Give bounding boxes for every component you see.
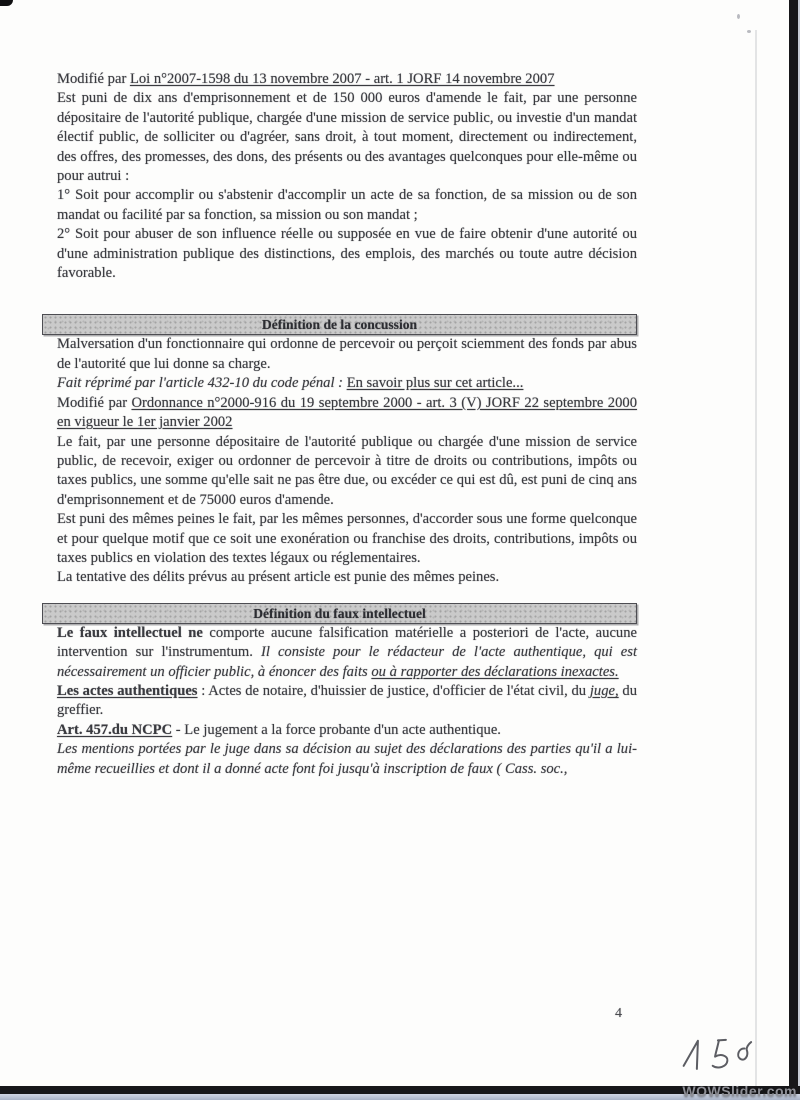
text-run: Les actes authentiques — [57, 682, 198, 699]
text-run: Est puni des mêmes peines le fait, par les mêmes personnes, d'accorder sous une forme quelconque et pour quelque motif que ce soit une exonération ou franchise des droits, contributions, impôts ou taxes publics en violation des textes légaux ou réglementaires. — [57, 511, 637, 566]
text-run: - Le jugement a la force probante d'un acte authentique. — [172, 721, 501, 738]
scan-corner-mark — [0, 0, 13, 6]
paragraph-le-fait — [57, 433, 637, 511]
text-run: Loi n°2007-1598 du 13 novembre 2007 - art. 1 JORF 14 novembre 2007 — [129, 71, 555, 87]
text-run: 2° Soit pour abuser de son influence réelle ou supposée en vue de faire obtenir d'une autorité ou d'une administration publique des distinctions, des emplois, des marchés ou toute autre décision favorable. — [57, 226, 637, 282]
text-run: Il consiste pour le rédacteur de l'acte authentique, qui est nécessairement un officier public, à énoncer des faits — [57, 644, 637, 680]
paragraph-actes-authentiques — [57, 682, 637, 721]
bottom-blue-strip — [0, 1094, 800, 1100]
text-run: ou à rapporter des déclarations inexactes. — [371, 663, 619, 680]
paragraph-corruption-passive — [57, 89, 637, 186]
line-art-457 — [57, 721, 637, 740]
modification-header-line — [57, 70, 637, 89]
list-item-1 — [57, 186, 637, 225]
scan-black-bar-bottom — [0, 1086, 800, 1094]
text-run: Est puni de dix ans d'emprisonnement et de 150 000 euros d'amende le fait, par une personne dépositaire de l'autorité publique, chargée d'une mission de service public, ou investie d'un mandat électif public, de solliciter ou d'agréer, sans droit, à tout moment, directement ou indirectement, des offres, des promesses, des dons, des présents ou des avantages quelconques pour elle-même ou pour autrui : — [57, 90, 637, 185]
text-run: En savoir plus sur cet article... — [346, 375, 524, 392]
section-banner-faux-intellectuel: Définition du faux intellectuel — [42, 603, 637, 624]
paragraph-malversation — [57, 335, 637, 374]
text-run: Le fait, par une personne dépositaire de l'autorité publique ou chargée d'une mission de service public, de recevoir, exiger ou ordonner de percevoir à titre de droits ou contributions, impôts ou taxes publics, une somme qu'elle sait ne pas être due, ou excéder ce qui est dû, est puni de cinq ans d'emprisonnement et de 75000 euros d'amende. — [57, 433, 637, 508]
text-run: Le faux intellectuel ne — [57, 624, 210, 641]
scan-speck — [747, 30, 751, 33]
text-run: comporte aucune falsification matérielle a posteriori de l'acte, aucune intervention sur l'instrumentum. — [57, 624, 637, 661]
line-modifie-ordonnance — [57, 394, 637, 433]
text-run: Les mentions portées par le juge dans sa décision au sujet des déclarations des parties qu'il a lui-même recueillies et dont il a donné acte font foi jusqu'à inscription de faux ( Cass. soc., — [57, 741, 637, 777]
handwriting-strokes — [676, 1027, 771, 1079]
text-run: Art. 457.du NCPC — [57, 721, 173, 738]
text-run: du greffier. — [57, 682, 638, 719]
page-edge-shadow — [755, 30, 757, 1086]
text-run: Fait réprimé par l'article 432-10 du code pénal : — [57, 375, 347, 392]
paragraph-memes-peines — [57, 510, 637, 568]
line-tentative — [57, 568, 637, 587]
text-run: La tentative des délits prévus au présent article est punie des mêmes peines. — [57, 569, 500, 586]
paragraph-faux-intellectuel — [57, 624, 637, 682]
text-run: Malversation d'un fonctionnaire qui ordonne de percevoir ou perçoit sciemment des fonds par abus de l'autorité que lui donne sa charge. — [57, 336, 637, 372]
text-run: Modifié par — [57, 394, 132, 411]
paragraph-mentions-juge — [57, 740, 637, 779]
document-body — [57, 70, 637, 779]
scan-speck — [737, 14, 740, 19]
list-item-2 — [57, 225, 637, 283]
watermark-wowslider: WOWSlider.com — [682, 1083, 797, 1099]
handwritten-note-150 — [676, 1027, 771, 1084]
page-number: 4 — [615, 1006, 622, 1021]
text-run: Modifié par — [57, 71, 130, 87]
scan-black-bar-right — [789, 0, 798, 1088]
line-fait-reprime — [57, 374, 637, 393]
text-run: : Actes de notaire, d'huissier de justice, d'officier de l'état civil, du — [197, 682, 590, 699]
text-run: 1° Soit pour accomplir ou s'abstenir d'accomplir un acte de sa fonction, de sa mission ou de son mandat ou facilité par sa fonction, sa mission ou son mandat ; — [57, 187, 637, 223]
text-run: Ordonnance n°2000-916 du 19 septembre 2000 - art. 3 (V) JORF 22 septembre 2000 en vigueur le 1er janvier 2002 — [57, 394, 637, 431]
section-banner-concussion: Définition de la concussion — [42, 314, 637, 335]
text-run: juge, — [589, 682, 619, 699]
